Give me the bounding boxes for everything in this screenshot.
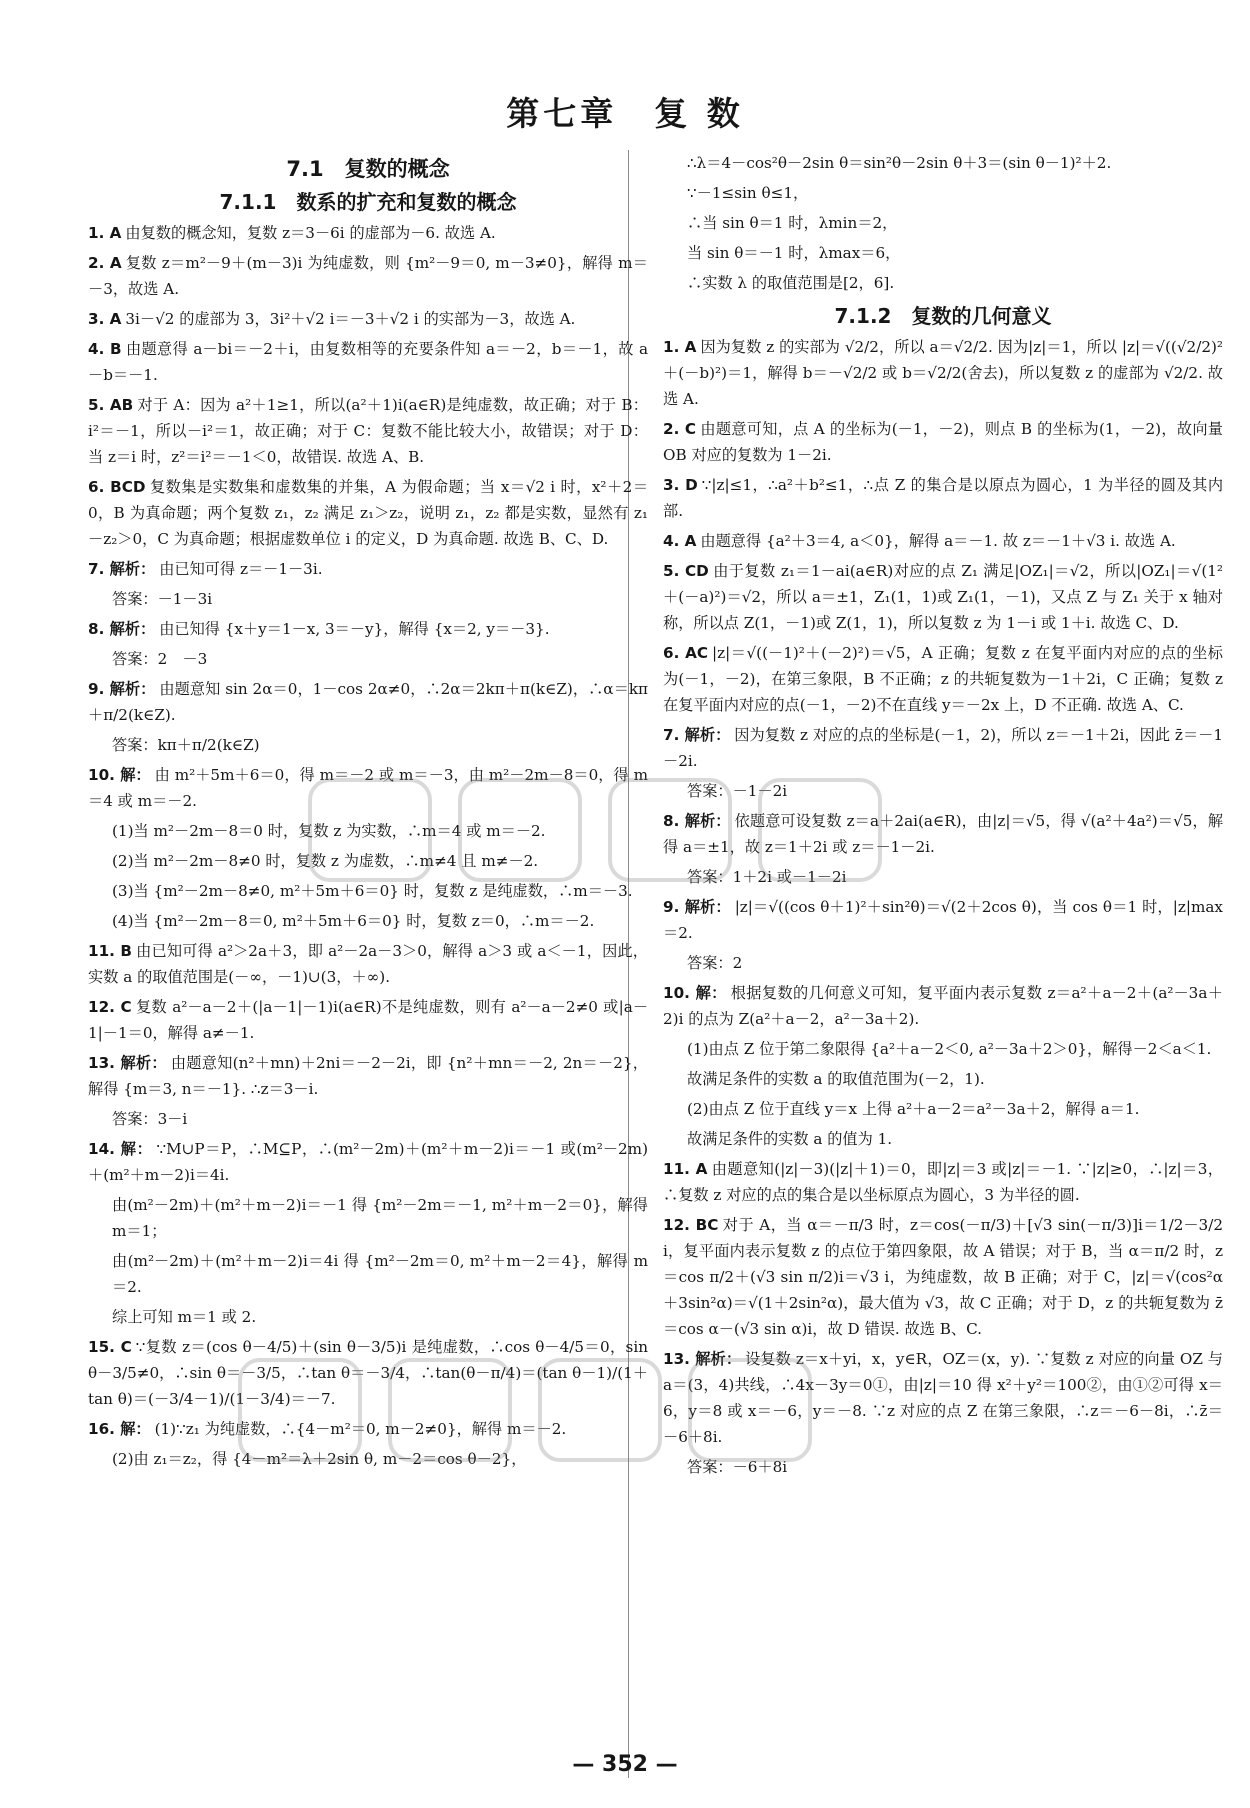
answer-number: 2. C: [663, 420, 697, 438]
answer-number: 8. 解析：: [663, 812, 731, 830]
answer-item: [663, 150, 1223, 176]
answer-text: 依题意可设复数 z＝a＋2ai(a∈R)，由|z|＝√5，得 √(a²＋4a²)＝√5，解得 a＝±1，故 z＝1＋2i 或 z＝－1－2i.: [663, 812, 1224, 856]
answer-text: 由 m²＋5m＋6＝0，得 m＝－2 或 m＝－3，由 m²－2m－8＝0，得 m＝4 或 m＝－2.: [88, 766, 648, 810]
answer-item: [88, 1136, 648, 1188]
answer-number: 6. AC: [663, 644, 709, 662]
answer-item: [663, 1066, 1223, 1092]
answer-item: [88, 1416, 648, 1442]
answer-number: 14. 解：: [88, 1140, 153, 1158]
answer-item: [88, 392, 648, 470]
right-continuation-list: [663, 150, 1223, 296]
answer-text: 由(m²－2m)＋(m²＋m－2)i＝－1 得 {m²－2m＝－1, m²＋m－2＝0}，解得 m＝1；: [112, 1196, 648, 1240]
answer-item: [88, 908, 648, 934]
answer-text: (2)由 z₁＝z₂，得 {4－m²＝λ＋2sin θ, m－2＝cos θ－2}，: [112, 1450, 527, 1468]
answer-number: 12. BC: [663, 1216, 719, 1234]
answer-text: 综上可知 m＝1 或 2.: [112, 1308, 257, 1326]
answer-number: 10. 解：: [663, 984, 727, 1002]
answer-item: [88, 1304, 648, 1330]
answer-number: 4. B: [88, 340, 122, 358]
answer-item: [663, 722, 1223, 774]
answer-text: |z|＝√((－1)²＋(－2)²)＝√5，A 正确；复数 z 在复平面内对应的点的坐标为(－1，－2)，在第三象限，B 不正确；z 的共轭复数为－1＋2i，C 正确；复数 z 在复平面内对应的点(－1，－2)不在直线 y＝－2x 上，D 不正确. 故选 A、C.: [663, 644, 1223, 714]
answer-text: 故满足条件的实数 a 的值为 1.: [687, 1130, 893, 1148]
answer-number: 7. 解析：: [88, 560, 156, 578]
answer-item: [88, 1248, 648, 1300]
answer-text: 由(m²－2m)＋(m²＋m－2)i＝4i 得 {m²－2m＝0, m²＋m－2＝4}，解得 m＝2.: [112, 1252, 648, 1296]
answer-text: 当 sin θ＝－1 时，λmax＝6，: [687, 244, 901, 262]
answer-item: [88, 556, 648, 582]
answer-text: 答案：2 －3: [112, 650, 208, 668]
answer-text: ∴λ＝4－cos²θ－2sin θ＝sin²θ－2sin θ＋3＝(sin θ－1)²＋2.: [687, 154, 1112, 172]
answer-number: 9. 解析：: [663, 898, 731, 916]
answer-item: [663, 640, 1223, 718]
answer-text: 答案：2: [687, 954, 743, 972]
answer-item: [663, 778, 1223, 804]
answer-number: 3. D: [663, 476, 698, 494]
answer-text: 复数集是实数集和虚数集的并集，A 为假命题；当 x＝√2 i 时，x²＋2＝0，B 为真命题；两个复数 z₁，z₂ 满足 z₁＞z₂，说明 z₁，z₂ 都是实数，显然有 z₁－z₂＞0，C 为真命题；根据虚数单位 i 的定义，D 为真命题. 故选 B、C、D.: [88, 478, 649, 548]
answer-text: 由已知可得 a²＞2a＋3，即 a²－2a－3＞0，解得 a＞3 或 a＜－1，因此，实数 a 的取值范围是(－∞，－1)∪(3，＋∞).: [88, 942, 648, 986]
answer-number: 5. AB: [88, 396, 134, 414]
answer-text: (3)当 {m²－2m－8≠0, m²＋5m＋6＝0} 时，复数 z 是纯虚数，∴m＝－3.: [112, 882, 633, 900]
right-answer-list: [663, 334, 1223, 1480]
answer-item: [663, 240, 1223, 266]
answer-item: [88, 732, 648, 758]
answer-item: [663, 1096, 1223, 1122]
section-title: 7.1 复数的概念: [286, 157, 450, 181]
answer-item: [663, 416, 1223, 468]
answer-number: 1. A: [663, 338, 697, 356]
answer-item: [663, 1346, 1223, 1450]
answer-item: [88, 762, 648, 814]
answer-number: 11. A: [663, 1160, 708, 1178]
answer-text: 3i－√2 的虚部为 3，3i²＋√2 i＝－3＋√2 i 的实部为－3，故选 A.: [125, 310, 576, 328]
answer-item: [663, 472, 1223, 524]
answer-number: 2. A: [88, 254, 122, 272]
answer-text: (1)∵z₁ 为纯虚数，∴{4－m²＝0, m－2≠0}，解得 m＝－2.: [154, 1420, 567, 1438]
answer-item: [663, 1212, 1223, 1342]
answer-text: ∴当 sin θ＝1 时，λmin＝2，: [687, 214, 898, 232]
answer-number: 8. 解析：: [88, 620, 156, 638]
answer-text: 复数 z＝m²－9＋(m－3)i 为纯虚数，则 {m²－9＝0, m－3≠0}，解得 m＝－3，故选 A.: [88, 254, 648, 298]
subsection-title-2: 7.1.2 复数的几何意义: [834, 304, 1052, 328]
answer-item: [663, 210, 1223, 236]
answer-text: 由已知可得 z＝－1－3i.: [159, 560, 323, 578]
answer-item: [88, 336, 648, 388]
answer-number: 5. CD: [663, 562, 709, 580]
answer-item: [88, 474, 648, 552]
answer-item: [663, 1454, 1223, 1480]
answer-number: 13. 解析：: [663, 1350, 742, 1368]
answer-item: [88, 878, 648, 904]
answer-item: [88, 938, 648, 990]
answer-text: 由已知得 {x＋y＝1－x, 3＝－y}，解得 {x＝2, y＝－3}.: [159, 620, 550, 638]
chapter-title: 第七章 复 数: [506, 94, 744, 133]
answer-text: 答案：－1－2i: [687, 782, 788, 800]
answer-item: [88, 1106, 648, 1132]
answer-number: 9. 解析：: [88, 680, 156, 698]
answer-text: 故满足条件的实数 a 的取值范围为(－2，1).: [687, 1070, 985, 1088]
answer-item: [88, 586, 648, 612]
answer-item: [663, 528, 1223, 554]
answer-item: [88, 220, 648, 246]
answer-number: 7. 解析：: [663, 726, 731, 744]
answer-text: 答案：1＋2i 或－1－2i: [687, 868, 847, 886]
answer-item: [88, 1446, 648, 1472]
answer-item: [663, 864, 1223, 890]
answer-text: 答案：3－i: [112, 1110, 188, 1128]
answer-item: [663, 1036, 1223, 1062]
answer-item: [663, 894, 1223, 946]
answer-item: [88, 818, 648, 844]
answer-text: (1)当 m²－2m－8＝0 时，复数 z 为实数，∴m＝4 或 m＝－2.: [112, 822, 546, 840]
subsection-title: 7.1.1 数系的扩充和复数的概念: [219, 190, 517, 214]
answer-text: 复数 a²－a－2＋(|a－1|－1)i(a∈R)不是纯虚数，则有 a²－a－2≠0 或|a－1|－1＝0，解得 a≠－1.: [88, 998, 649, 1042]
answer-item: [88, 1334, 648, 1412]
answer-number: 12. C: [88, 998, 132, 1016]
answer-number: 13. 解析：: [88, 1054, 167, 1072]
answer-item: [88, 676, 648, 728]
answer-text: 对于 A，当 α＝－π/3 时，z＝cos(－π/3)＋[√3 sin(－π/3)]i＝1/2－3/2 i，复平面内表示复数 z 的点位于第四象限，故 A 错误；对于 B，当 α＝π/2 时，z＝cos π/2＋(√3 sin π/2)i＝√3 i，为纯虚数，故 B 正确；对于 C，|z|＝√(cos²α＋3sin²α)＝√(1＋2sin²α)，最大值为 √3，故 C 正确；对于 D，z 的共轭复数为 z̄＝cos α－(√3 sin α)i，故 D 错误. 故选 B、C.: [663, 1216, 1223, 1338]
answer-text: ∵|z|≤1，∴a²＋b²≤1，∴点 Z 的集合是以原点为圆心，1 为半径的圆及其内部.: [663, 476, 1224, 520]
answer-item: [88, 250, 648, 302]
answer-item: [663, 1126, 1223, 1152]
answer-text: (2)当 m²－2m－8≠0 时，复数 z 为虚数，∴m≠4 且 m≠－2.: [112, 852, 539, 870]
answer-text: 答案：－1－3i: [112, 590, 213, 608]
answer-item: [88, 616, 648, 642]
page-number: — 352 —: [572, 1752, 678, 1777]
answer-text: 由题意可知，点 A 的坐标为(－1，－2)，则点 B 的坐标为(1，－2)，故向量 OB 对应的复数为 1－2i.: [663, 420, 1223, 464]
answer-text: 由于复数 z₁＝1－ai(a∈R)对应的点 Z₁ 满足|OZ₁|＝√2，所以|OZ₁|＝√(1²＋(－a)²)＝√2，所以 a＝±1，Z₁(1，1)或 Z₁(1，－1)，又点 Z 与 Z₁ 关于 x 轴对称，所以点 Z(1，－1)或 Z(1，1)，所以复数 z 为 1－i 或 1＋i. 故选 C、D.: [663, 562, 1223, 632]
answer-item: [88, 994, 648, 1046]
answer-number: 15. C: [88, 1338, 132, 1356]
answer-text: ∵复数 z＝(cos θ－4/5)＋(sin θ－3/5)i 是纯虚数，∴cos θ－4/5＝0，sin θ－3/5≠0，∴sin θ＝－3/5，∴tan θ＝－3/4，∴tan(θ－π/4)＝(tan θ－1)/(1＋tan θ)＝(－3/4－1)/(1－3/4)＝－7.: [88, 1338, 648, 1408]
answer-text: |z|＝√((cos θ＋1)²＋sin²θ)＝√(2＋2cos θ)，当 cos θ＝1 时，|z|max＝2.: [663, 898, 1224, 942]
answer-number: 3. A: [88, 310, 122, 328]
answer-item: [88, 1192, 648, 1244]
right-column: [663, 150, 1223, 1484]
answer-text: 因为复数 z 的实部为 √2/2，所以 a＝√2/2. 因为|z|＝1，所以 |z|＝√((√2/2)²＋(－b)²)＝1，解得 b＝－√2/2 或 b＝√2/2(舍去)，所以复数 z 的虚部为 √2/2. 故选 A.: [663, 338, 1223, 408]
answer-item: [88, 848, 648, 874]
answer-text: 由题意知 sin 2α＝0，1－cos 2α≠0，∴2α＝2kπ＋π(k∈Z)，∴α＝kπ＋π/2(k∈Z).: [88, 680, 648, 724]
answer-item: [663, 180, 1223, 206]
answer-text: ∵M∪P＝P，∴M⊆P，∴(m²－2m)＋(m²＋m－2)i＝－1 或(m²－2m)＋(m²＋m－2)i＝4i.: [88, 1140, 648, 1184]
answer-number: 16. 解：: [88, 1420, 151, 1438]
answer-text: 由题意得 a－bi＝－2＋i，由复数相等的充要条件知 a＝－2，b＝－1，故 a－b＝－1.: [88, 340, 649, 384]
left-answer-list: [88, 220, 648, 1472]
answer-number: 1. A: [88, 224, 122, 242]
answer-item: [88, 646, 648, 672]
answer-text: 因为复数 z 对应的点的坐标是(－1，2)，所以 z＝－1＋2i，因此 z̄＝－1－2i.: [663, 726, 1224, 770]
answer-text: 由题意知(|z|－3)(|z|＋1)＝0，即|z|＝3 或|z|＝－1. ∵|z|≥0，∴|z|＝3，∴复数 z 对应的点的集合是以坐标原点为圆心，3 为半径的圆.: [663, 1160, 1223, 1204]
answer-item: [663, 558, 1223, 636]
answer-item: [663, 980, 1223, 1032]
left-column: [88, 150, 648, 1476]
answer-item: [88, 1050, 648, 1102]
answer-item: [663, 1156, 1223, 1208]
answer-item: [663, 334, 1223, 412]
answer-text: 由题意知(n²＋mn)＋2ni＝－2－2i，即 {n²＋mn＝－2, 2n＝－2}，解得 {m＝3, n＝－1}. ∴z＝3－i.: [88, 1054, 648, 1098]
answer-text: 答案：－6＋8i: [687, 1458, 788, 1476]
answer-number: 6. BCD: [88, 478, 146, 496]
answer-text: 由复数的概念知，复数 z＝3－6i 的虚部为－6. 故选 A.: [125, 224, 496, 242]
answer-text: 对于 A：因为 a²＋1≥1，所以(a²＋1)i(a∈R)是纯虚数，故正确；对于 B：i²＝－1，所以－i²＝1，故正确；对于 C：复数不能比较大小，故错误；对于 D：当 z＝i 时，z²＝i²＝－1＜0，故错误. 故选 A、B.: [88, 396, 648, 466]
answer-text: ∵－1≤sin θ≤1，: [687, 184, 809, 202]
answer-number: 10. 解：: [88, 766, 151, 784]
answer-text: 设复数 z＝x＋yi，x，y∈R，OZ＝(x，y). ∵复数 z 对应的向量 OZ 与 a＝(3，4)共线，∴4x－3y＝0①，由|z|＝10 得 x²＋y²＝100②，由①②可得 x＝6，y＝8 或 x＝－6，y＝－8. ∵z 对应的点 Z 在第三象限，∴z＝－6－8i，∴z̄＝－6＋8i.: [663, 1350, 1223, 1446]
answer-item: [663, 270, 1223, 296]
answer-item: [663, 808, 1223, 860]
answer-text: (2)由点 Z 位于直线 y＝x 上得 a²＋a－2＝a²－3a＋2，解得 a＝1.: [687, 1100, 1140, 1118]
answer-text: 根据复数的几何意义可知，复平面内表示复数 z＝a²＋a－2＋(a²－3a＋2)i 的点为 Z(a²＋a－2，a²－3a＋2).: [663, 984, 1223, 1028]
answer-number: 11. B: [88, 942, 132, 960]
answer-text: 答案：kπ＋π/2(k∈Z): [112, 736, 260, 754]
answer-text: (4)当 {m²－2m－8＝0, m²＋5m＋6＝0} 时，复数 z＝0，∴m＝－2.: [112, 912, 595, 930]
answer-text: 由题意得 {a²＋3＝4, a＜0}，解得 a＝－1. 故 z＝－1＋√3 i. 故选 A.: [700, 532, 1176, 550]
answer-text: (1)由点 Z 位于第二象限得 {a²＋a－2＜0, a²－3a＋2＞0}，解得－2＜a＜1.: [687, 1040, 1212, 1058]
answer-item: [88, 306, 648, 332]
answer-text: ∴实数 λ 的取值范围是[2，6].: [687, 274, 895, 292]
answer-item: [663, 950, 1223, 976]
answer-number: 4. A: [663, 532, 697, 550]
